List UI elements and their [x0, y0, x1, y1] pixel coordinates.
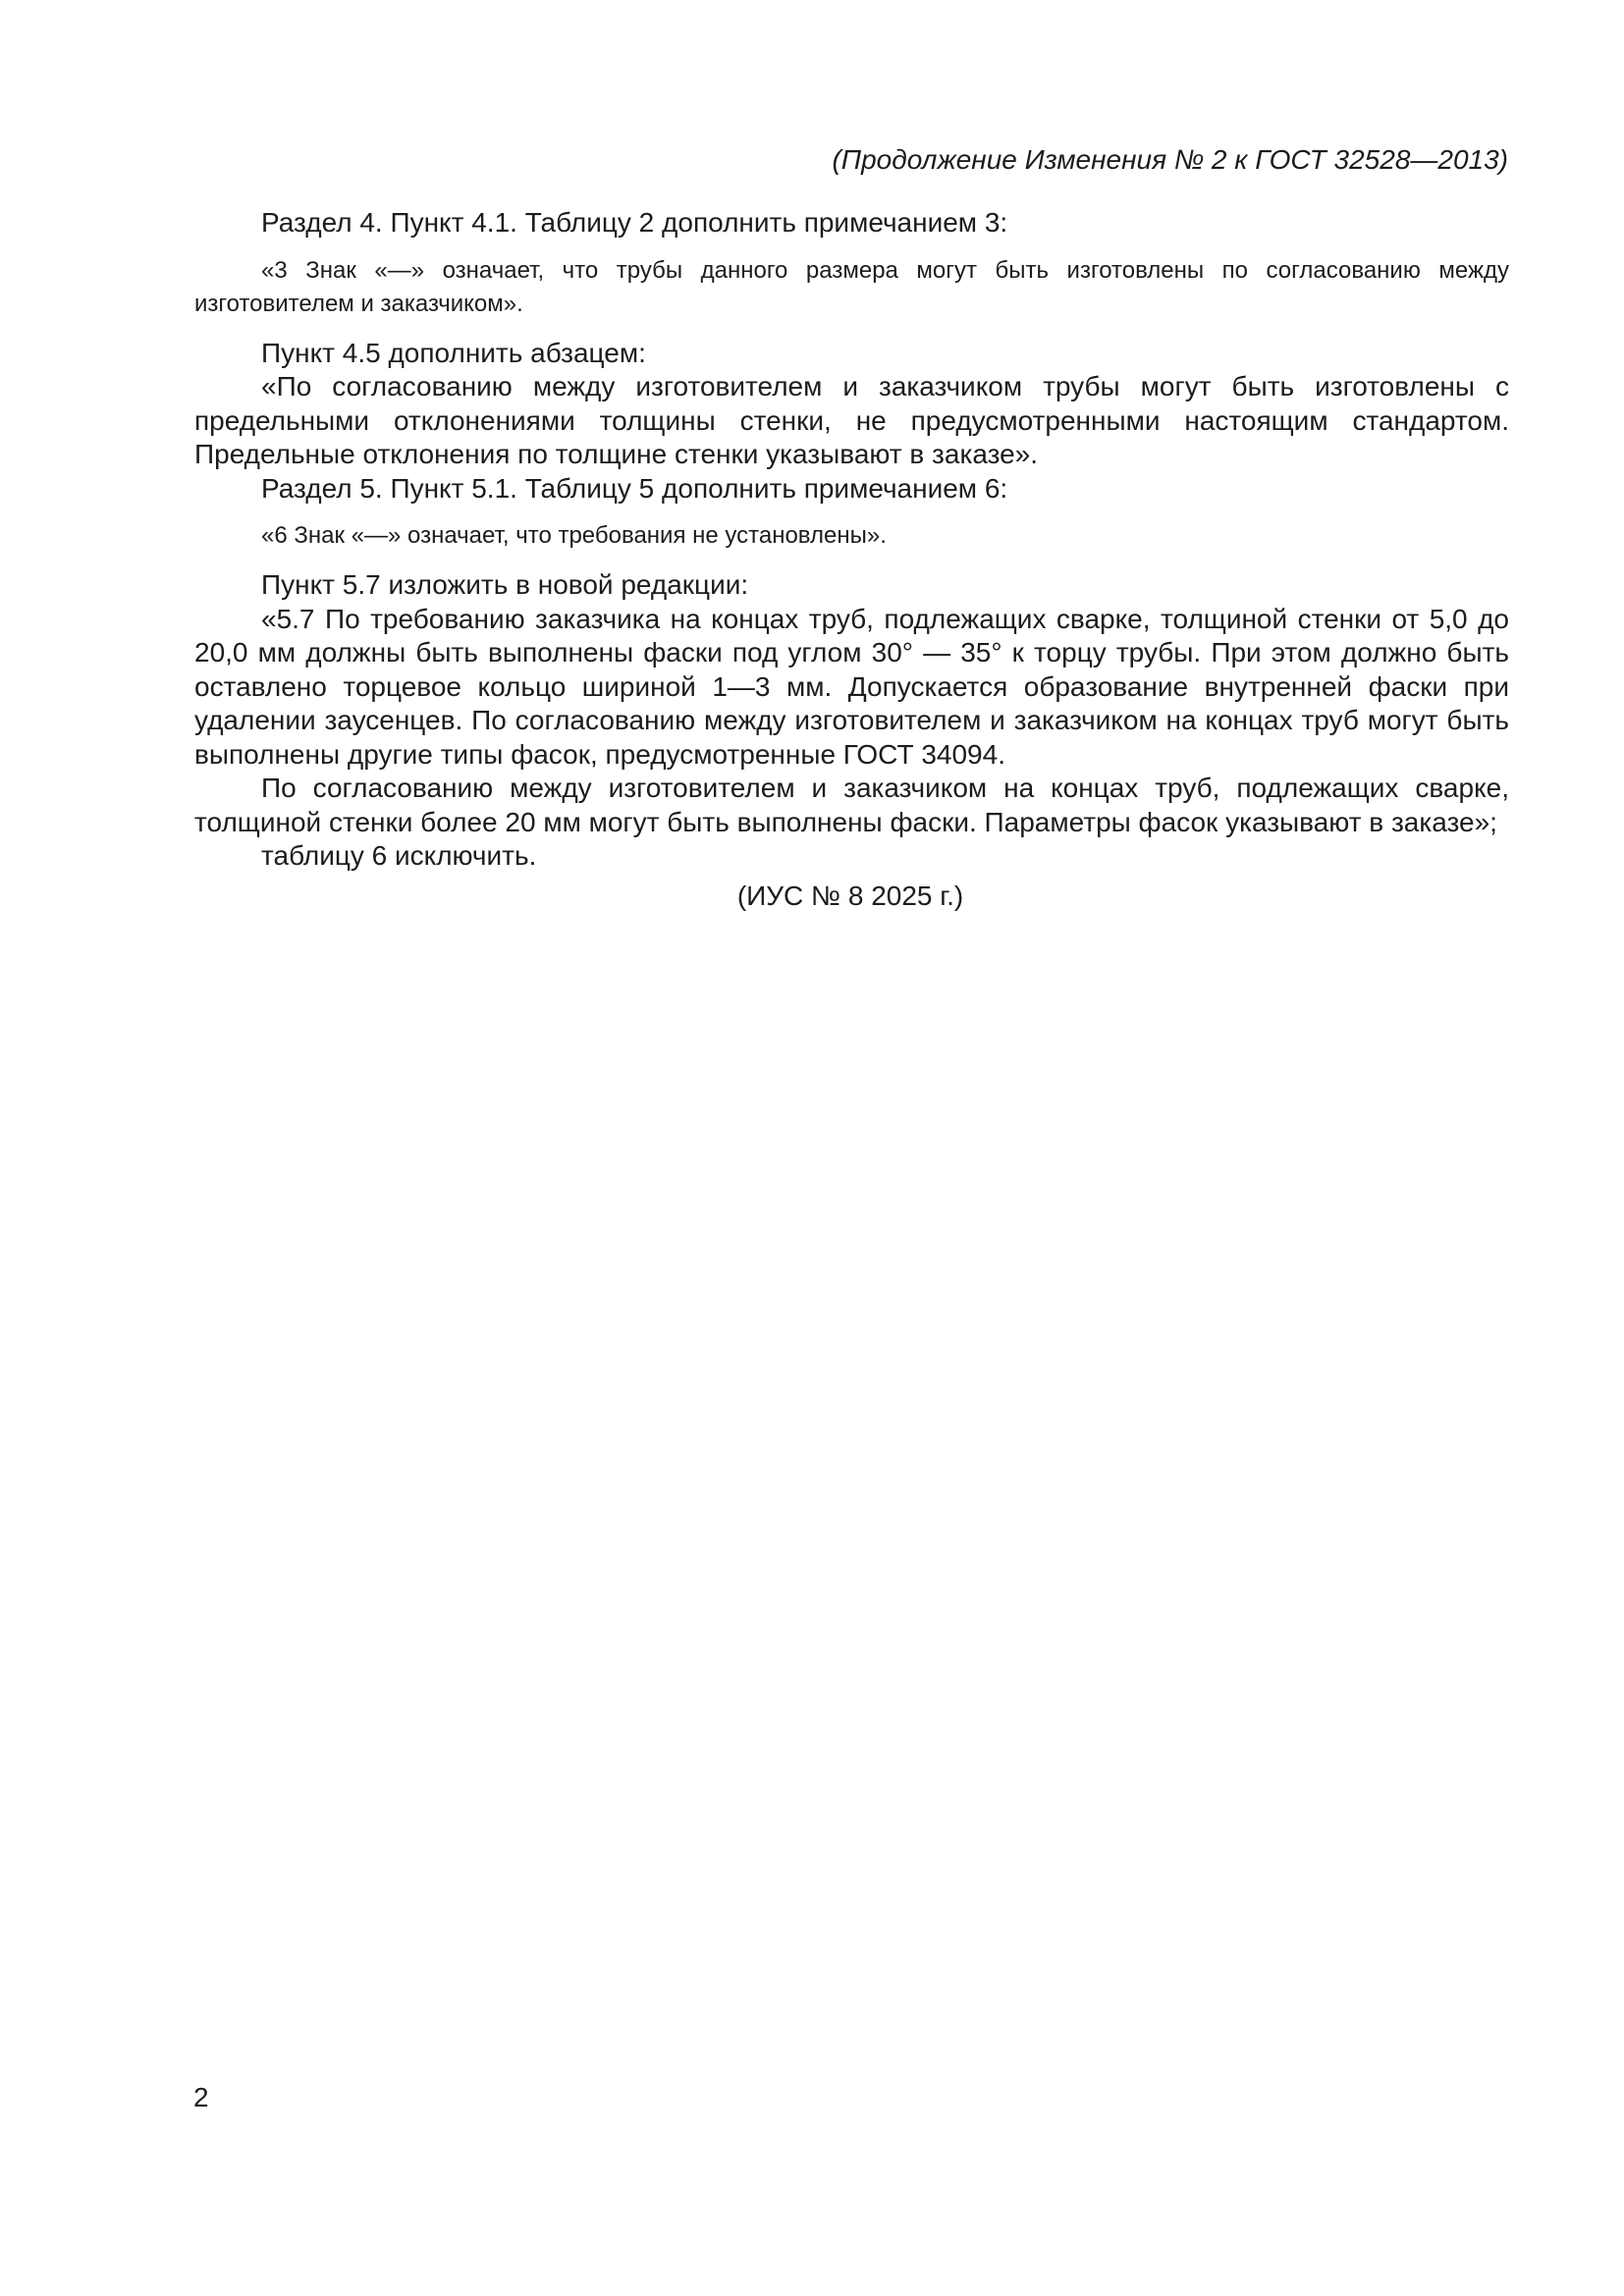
paragraph-item-4-5: Пункт 4.5 дополнить абзацем: [261, 337, 646, 368]
ius-reference: (ИУС № 8 2025 г.) [736, 881, 964, 911]
paragraph-item-5-7-text: «5.7 По требованию заказчика на концах труб, подлежащих сварке, толщиной стенки от 5,0 до 20,0 мм должны быть выполнены фаски под углом 30° — 35° к торцу трубы. При этом должно быть оставлено торцевое кольцо шириной 1—3 мм. Допускается образование внутренней фаски при удалении заусенцев. По согласованию между изготовителем и заказчиком на концах труб могут быть выполнены другие типы фасок, предусмотренные ГОСТ 34094. [194, 603, 1509, 770]
paragraph-table-6: таблицу 6 исключить. [261, 840, 537, 871]
amendment-body [194, 206, 1509, 874]
paragraph-section-4: Раздел 4. Пункт 4.1. Таблицу 2 дополнить примечанием 3: [261, 207, 1008, 238]
page-number: 2 [193, 2082, 209, 2112]
note-6: «6 Знак «—» означает, что требования не установлены». [261, 522, 887, 549]
continuation-header: (Продолжение Изменения № 2 к ГОСТ 32528—2013) [832, 144, 1508, 175]
ius-reference-wrapper [0, 880, 1624, 913]
paragraph-section-5: Раздел 5. Пункт 5.1. Таблицу 5 дополнить примечанием 6: [261, 472, 1008, 504]
paragraph-item-5-7: Пункт 5.7 изложить в новой редакции: [261, 569, 749, 600]
paragraph-item-4-5-text: «По согласованию между изготовителем и заказчиком трубы могут быть изготовлены с предельными отклонениями толщины стенки, не предусмотренными настоящим стандартом. Предельные отклонения по толщине стенки указывают в заказе». [194, 371, 1509, 469]
paragraph-item-5-7-text-2: По согласованию между изготовителем и заказчиком на концах труб, подлежащих сварке, толщиной стенки более 20 мм могут быть выполнены фаски. Параметры фасок указывают в заказе»; [194, 773, 1509, 837]
note-3: «3 Знак «—» означает, что трубы данного размера могут быть изготовлены по согласованию между изготовителем и заказчиком». [194, 256, 1509, 317]
